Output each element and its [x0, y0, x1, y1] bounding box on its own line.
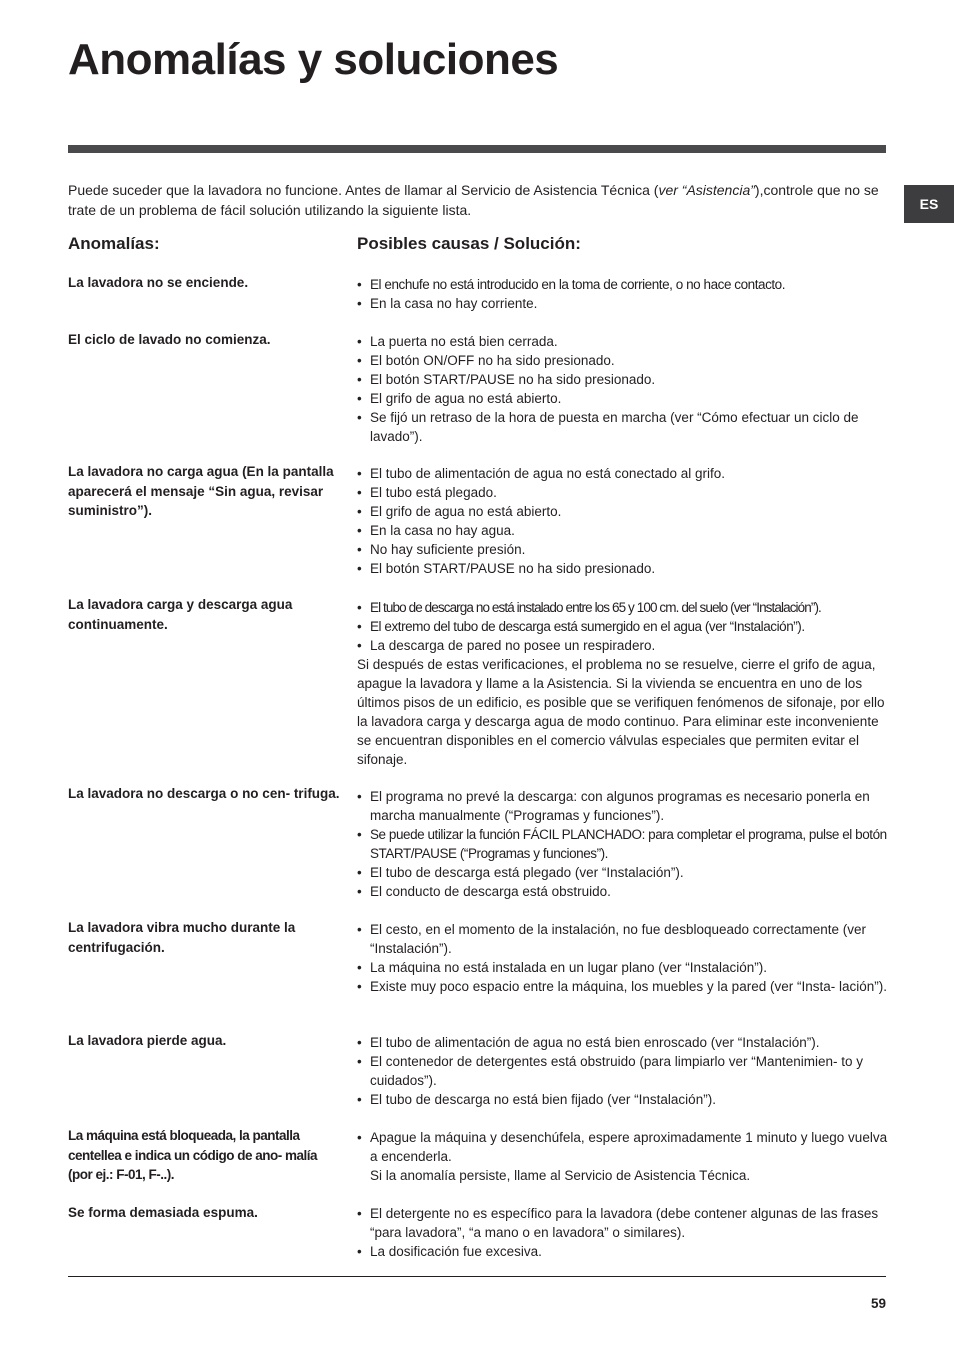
solution-item: • No hay suficiente presión.	[357, 540, 889, 559]
solution-item: • El contenedor de detergentes está obstruido (para limpiarlo ver “Mantenimien- to y cuidados”).	[357, 1052, 889, 1090]
solution-item: • El grifo de agua no está abierto.	[357, 502, 889, 521]
solution-item: • En la casa no hay agua.	[357, 521, 889, 540]
intro-ref: ver “Asistencia”	[658, 182, 755, 198]
solution-item: • El extremo del tubo de descarga está sumergido en el agua (ver “Instalación”).	[357, 617, 889, 636]
solution-block	[357, 275, 889, 313]
solution-note: Si después de estas verificaciones, el problema no se resuelve, cierre el grifo de agua, apague la lavadora y llame a la Asistencia. Si la vivienda se encuentra en uno de los últimos pisos de un edificio, es posible que se verifiquen fenómenos de sifonaje, por ello la lavadora carga y descarga agua de modo continuo. Para eliminar este inconveniente se encuentran disponibles en el comercio válvulas especiales que permiten evitar el sifonaje.	[357, 657, 885, 767]
solution-item: • El botón START/PAUSE no ha sido presionado.	[357, 559, 889, 578]
solution-item: • El tubo de alimentación de agua no está conectado al grifo.	[357, 464, 889, 483]
solution-item: • El grifo de agua no está abierto.	[357, 389, 889, 408]
solution-item: • En la casa no hay corriente.	[357, 294, 889, 313]
page-number: 59	[870, 1296, 886, 1311]
solution-item: • El cesto, en el momento de la instalación, no fue desbloqueado correctamente (ver “Instalación”).	[357, 920, 889, 958]
solution-item: • La máquina no está instalada en un lugar plano (ver “Instalación”).	[357, 958, 889, 977]
solution-block	[357, 598, 889, 769]
intro-before: Puede suceder que la lavadora no funcione. Antes de llamar al Servicio de Asistencia Técnica (	[68, 182, 659, 198]
solution-block	[357, 1128, 889, 1185]
solution-item: • Apague la máquina y desenchúfela, espere aproximadamente 1 minuto y luego vuelva a encenderla.	[357, 1128, 889, 1166]
causes-heading: Posibles causas / Solución:	[357, 234, 581, 253]
language-tab: ES	[904, 185, 954, 223]
solution-item: • La puerta no está bien cerrada.	[357, 332, 889, 351]
solution-item: • El botón START/PAUSE no ha sido presionado.	[357, 370, 889, 389]
solution-item: • El tubo está plegado.	[357, 483, 889, 502]
intro-after: ),controle que no se trate de un problema de fácil solución utilizando la siguiente lista.	[68, 182, 879, 218]
solution-item: • El tubo de descarga no está bien fijado (ver “Instalación”).	[357, 1090, 889, 1109]
anomaly-label: La máquina está bloqueada, la pantalla centellea e indica un código de ano- malía (por ej.: F-01, F-..).	[68, 1128, 318, 1182]
solution-block	[357, 332, 889, 446]
title-rule	[68, 145, 886, 153]
solution-item: • El tubo de alimentación de agua no está bien enroscado (ver “Instalación”).	[357, 1033, 889, 1052]
intro-paragraph	[68, 180, 888, 220]
anomaly-label: La lavadora pierde agua.	[68, 1033, 227, 1048]
anomalies-heading: Anomalías:	[68, 234, 160, 253]
solution-item: • Existe muy poco espacio entre la máquina, los muebles y la pared (ver “Insta- lación”).	[357, 977, 889, 996]
solution-block	[357, 787, 889, 901]
solution-item: • El conducto de descarga está obstruido.	[357, 882, 889, 901]
solution-item: • Se puede utilizar la función FÁCIL PLANCHADO: para completar el programa, pulse el botón START/PAUSE (“Programas y funciones”).	[357, 825, 889, 863]
anomaly-label: La lavadora carga y descarga agua continuamente.	[68, 597, 293, 632]
solution-note: Si la anomalía persiste, llame al Servicio de Asistencia Técnica.	[370, 1168, 751, 1183]
anomaly-label: El ciclo de lavado no comienza.	[68, 332, 271, 347]
anomaly-label: La lavadora no carga agua (En la pantalla aparecerá el mensaje “Sin agua, revisar suministro”).	[68, 464, 334, 518]
solution-item: • La dosificación fue excesiva.	[357, 1242, 889, 1261]
solution-item: • El botón ON/OFF no ha sido presionado.	[357, 351, 889, 370]
anomaly-label: La lavadora no se enciende.	[68, 275, 249, 290]
solution-block	[357, 1033, 889, 1109]
solution-block	[357, 1204, 889, 1261]
solution-block	[357, 464, 889, 578]
solution-item: • Se fijó un retraso de la hora de puesta en marcha (ver “Cómo efectuar un ciclo de lavado”).	[357, 408, 889, 446]
solution-item: • El tubo de descarga no está instalado entre los 65 y 100 cm. del suelo (ver “Instalación”).	[357, 598, 889, 617]
solution-item: • El detergente no es específico para la lavadora (debe contener algunas de las frases “para lavadora”, “a mano o en lavadora” o similares).	[357, 1204, 889, 1242]
page-title: Anomalías y soluciones	[68, 35, 559, 84]
anomaly-label: La lavadora vibra mucho durante la centrifugación.	[68, 920, 296, 955]
solution-item: • El tubo de descarga está plegado (ver “Instalación”).	[357, 863, 889, 882]
anomaly-label: Se forma demasiada espuma.	[68, 1205, 258, 1220]
solution-block	[357, 920, 889, 996]
solution-item: • El enchufe no está introducido en la toma de corriente, o no hace contacto.	[357, 275, 889, 294]
solution-item: • La descarga de pared no posee un respiradero.	[357, 636, 889, 655]
bottom-rule	[68, 1276, 886, 1277]
anomaly-label: La lavadora no descarga o no cen- trifuga.	[68, 786, 340, 801]
solution-item: • El programa no prevé la descarga: con algunos programas es necesario ponerla en marcha manualmente (“Programas y funciones”).	[357, 787, 889, 825]
